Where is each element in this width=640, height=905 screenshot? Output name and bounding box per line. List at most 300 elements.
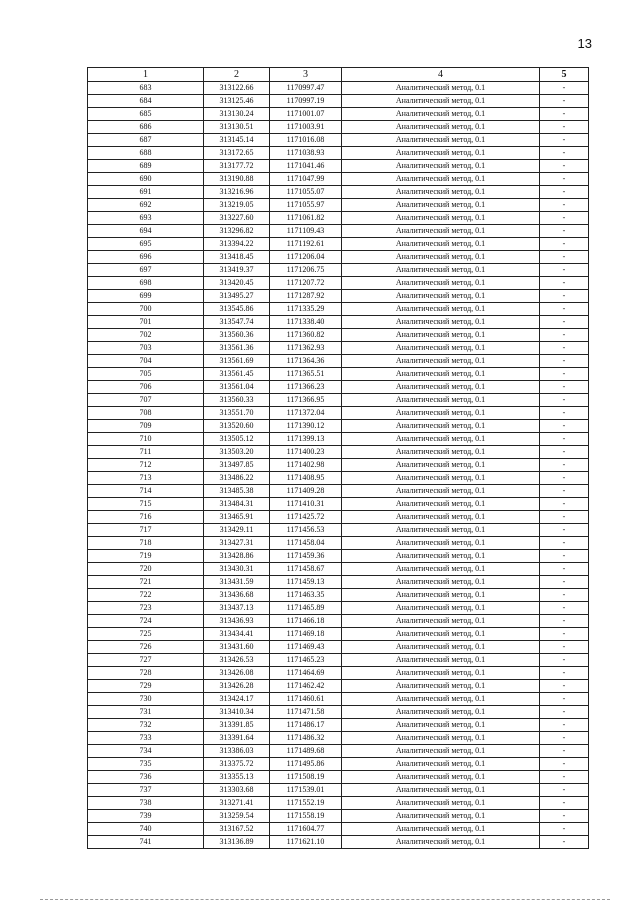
x-coordinate-cell: 313561.04: [204, 381, 270, 394]
col5-cell: -: [540, 108, 589, 121]
col5-cell: -: [540, 732, 589, 745]
col5-cell: -: [540, 745, 589, 758]
point-number-cell: 709: [88, 420, 204, 433]
point-number-cell: 714: [88, 485, 204, 498]
x-coordinate-cell: 313426.08: [204, 667, 270, 680]
method-cell: Аналитический метод, 0.1: [342, 420, 540, 433]
y-coordinate-cell: 1171456.53: [270, 524, 342, 537]
header-col-point-number: 1: [88, 68, 204, 82]
col5-cell: -: [540, 654, 589, 667]
point-number-cell: 685: [88, 108, 204, 121]
x-coordinate-cell: 313355.13: [204, 771, 270, 784]
method-cell: Аналитический метод, 0.1: [342, 459, 540, 472]
col5-cell: -: [540, 238, 589, 251]
header-row: [88, 68, 589, 82]
method-cell: Аналитический метод, 0.1: [342, 797, 540, 810]
y-coordinate-cell: 1171038.93: [270, 147, 342, 160]
x-coordinate-cell: 313429.11: [204, 524, 270, 537]
method-cell: Аналитический метод, 0.1: [342, 550, 540, 563]
x-coordinate-cell: 313219.05: [204, 199, 270, 212]
point-number-cell: 718: [88, 537, 204, 550]
x-coordinate-cell: 313122.66: [204, 82, 270, 95]
point-number-cell: 736: [88, 771, 204, 784]
x-coordinate-cell: 313431.60: [204, 641, 270, 654]
col5-cell: -: [540, 433, 589, 446]
col5-cell: -: [540, 186, 589, 199]
col5-cell: -: [540, 134, 589, 147]
method-cell: Аналитический метод, 0.1: [342, 680, 540, 693]
method-cell: Аналитический метод, 0.1: [342, 836, 540, 849]
table-row: [88, 277, 589, 290]
x-coordinate-cell: 313426.53: [204, 654, 270, 667]
table-row: [88, 433, 589, 446]
col5-cell: -: [540, 641, 589, 654]
method-cell: Аналитический метод, 0.1: [342, 576, 540, 589]
point-number-cell: 721: [88, 576, 204, 589]
x-coordinate-cell: 313216.96: [204, 186, 270, 199]
point-number-cell: 724: [88, 615, 204, 628]
col5-cell: -: [540, 550, 589, 563]
point-number-cell: 692: [88, 199, 204, 212]
y-coordinate-cell: 1170997.19: [270, 95, 342, 108]
x-coordinate-cell: 313561.45: [204, 368, 270, 381]
y-coordinate-cell: 1171508.19: [270, 771, 342, 784]
col5-cell: -: [540, 199, 589, 212]
table-body: [88, 82, 589, 849]
point-number-cell: 720: [88, 563, 204, 576]
method-cell: Аналитический метод, 0.1: [342, 498, 540, 511]
x-coordinate-cell: 313495.27: [204, 290, 270, 303]
table-row: [88, 134, 589, 147]
y-coordinate-cell: 1171335.29: [270, 303, 342, 316]
point-number-cell: 694: [88, 225, 204, 238]
col5-cell: -: [540, 225, 589, 238]
method-cell: Аналитический метод, 0.1: [342, 719, 540, 732]
method-cell: Аналитический метод, 0.1: [342, 251, 540, 264]
point-number-cell: 695: [88, 238, 204, 251]
table-row: [88, 95, 589, 108]
col5-cell: -: [540, 706, 589, 719]
col5-cell: -: [540, 615, 589, 628]
method-cell: Аналитический метод, 0.1: [342, 121, 540, 134]
col5-cell: -: [540, 329, 589, 342]
x-coordinate-cell: 313386.03: [204, 745, 270, 758]
table-row: [88, 732, 589, 745]
x-coordinate-cell: 313167.52: [204, 823, 270, 836]
table-row: [88, 420, 589, 433]
x-coordinate-cell: 313520.60: [204, 420, 270, 433]
y-coordinate-cell: 1171047.99: [270, 173, 342, 186]
col5-cell: -: [540, 147, 589, 160]
col5-cell: -: [540, 680, 589, 693]
col5-cell: -: [540, 485, 589, 498]
bottom-dashed-rule: [40, 899, 610, 900]
x-coordinate-cell: 313560.36: [204, 329, 270, 342]
point-number-cell: 735: [88, 758, 204, 771]
y-coordinate-cell: 1171365.51: [270, 368, 342, 381]
header-col-5: 5: [540, 68, 589, 82]
table-row: [88, 524, 589, 537]
col5-cell: -: [540, 303, 589, 316]
col5-cell: -: [540, 173, 589, 186]
x-coordinate-cell: 313505.12: [204, 433, 270, 446]
point-number-cell: 708: [88, 407, 204, 420]
method-cell: Аналитический метод, 0.1: [342, 823, 540, 836]
col5-cell: -: [540, 563, 589, 576]
col5-cell: -: [540, 784, 589, 797]
method-cell: Аналитический метод, 0.1: [342, 732, 540, 745]
method-cell: Аналитический метод, 0.1: [342, 537, 540, 550]
y-coordinate-cell: 1171338.40: [270, 316, 342, 329]
y-coordinate-cell: 1171425.72: [270, 511, 342, 524]
table-row: [88, 251, 589, 264]
y-coordinate-cell: 1171462.42: [270, 680, 342, 693]
col5-cell: -: [540, 368, 589, 381]
table-row: [88, 381, 589, 394]
y-coordinate-cell: 1171539.01: [270, 784, 342, 797]
point-number-cell: 729: [88, 680, 204, 693]
col5-cell: -: [540, 82, 589, 95]
x-coordinate-cell: 313418.45: [204, 251, 270, 264]
point-number-cell: 712: [88, 459, 204, 472]
method-cell: Аналитический метод, 0.1: [342, 485, 540, 498]
x-coordinate-cell: 313136.89: [204, 836, 270, 849]
col5-cell: -: [540, 693, 589, 706]
y-coordinate-cell: 1171458.67: [270, 563, 342, 576]
y-coordinate-cell: 1171458.04: [270, 537, 342, 550]
table-row: [88, 654, 589, 667]
table-row: [88, 810, 589, 823]
y-coordinate-cell: 1171604.77: [270, 823, 342, 836]
point-number-cell: 733: [88, 732, 204, 745]
col5-cell: -: [540, 355, 589, 368]
point-number-cell: 696: [88, 251, 204, 264]
method-cell: Аналитический метод, 0.1: [342, 147, 540, 160]
point-number-cell: 690: [88, 173, 204, 186]
y-coordinate-cell: 1171471.58: [270, 706, 342, 719]
y-coordinate-cell: 1171463.35: [270, 589, 342, 602]
y-coordinate-cell: 1171366.95: [270, 394, 342, 407]
y-coordinate-cell: 1171408.95: [270, 472, 342, 485]
point-number-cell: 740: [88, 823, 204, 836]
point-number-cell: 702: [88, 329, 204, 342]
y-coordinate-cell: 1171366.23: [270, 381, 342, 394]
x-coordinate-cell: 313190.88: [204, 173, 270, 186]
method-cell: Аналитический метод, 0.1: [342, 706, 540, 719]
x-coordinate-cell: 313465.91: [204, 511, 270, 524]
y-coordinate-cell: 1171466.18: [270, 615, 342, 628]
point-number-cell: 734: [88, 745, 204, 758]
col5-cell: -: [540, 511, 589, 524]
table-row: [88, 576, 589, 589]
y-coordinate-cell: 1171041.46: [270, 160, 342, 173]
table-row: [88, 823, 589, 836]
method-cell: Аналитический метод, 0.1: [342, 342, 540, 355]
table-row: [88, 446, 589, 459]
point-number-cell: 698: [88, 277, 204, 290]
point-number-cell: 688: [88, 147, 204, 160]
y-coordinate-cell: 1171287.92: [270, 290, 342, 303]
table-row: [88, 680, 589, 693]
method-cell: Аналитический метод, 0.1: [342, 173, 540, 186]
y-coordinate-cell: 1171460.61: [270, 693, 342, 706]
method-cell: Аналитический метод, 0.1: [342, 446, 540, 459]
point-number-cell: 687: [88, 134, 204, 147]
method-cell: Аналитический метод, 0.1: [342, 472, 540, 485]
method-cell: Аналитический метод, 0.1: [342, 433, 540, 446]
y-coordinate-cell: 1171372.04: [270, 407, 342, 420]
table-row: [88, 407, 589, 420]
x-coordinate-cell: 313436.93: [204, 615, 270, 628]
method-cell: Аналитический метод, 0.1: [342, 134, 540, 147]
x-coordinate-cell: 313125.46: [204, 95, 270, 108]
point-number-cell: 686: [88, 121, 204, 134]
point-number-cell: 730: [88, 693, 204, 706]
table-row: [88, 225, 589, 238]
table-row: [88, 485, 589, 498]
point-number-cell: 699: [88, 290, 204, 303]
point-number-cell: 723: [88, 602, 204, 615]
col5-cell: -: [540, 420, 589, 433]
method-cell: Аналитический метод, 0.1: [342, 615, 540, 628]
x-coordinate-cell: 313547.74: [204, 316, 270, 329]
method-cell: Аналитический метод, 0.1: [342, 628, 540, 641]
method-cell: Аналитический метод, 0.1: [342, 602, 540, 615]
table-row: [88, 784, 589, 797]
y-coordinate-cell: 1171558.19: [270, 810, 342, 823]
y-coordinate-cell: 1171001.07: [270, 108, 342, 121]
y-coordinate-cell: 1171003.91: [270, 121, 342, 134]
method-cell: Аналитический метод, 0.1: [342, 368, 540, 381]
y-coordinate-cell: 1171621.10: [270, 836, 342, 849]
col5-cell: -: [540, 836, 589, 849]
method-cell: Аналитический метод, 0.1: [342, 160, 540, 173]
table-row: [88, 602, 589, 615]
x-coordinate-cell: 313130.24: [204, 108, 270, 121]
method-cell: Аналитический метод, 0.1: [342, 810, 540, 823]
method-cell: Аналитический метод, 0.1: [342, 277, 540, 290]
method-cell: Аналитический метод, 0.1: [342, 511, 540, 524]
point-number-cell: 726: [88, 641, 204, 654]
point-number-cell: 693: [88, 212, 204, 225]
table-row: [88, 641, 589, 654]
y-coordinate-cell: 1171206.75: [270, 264, 342, 277]
y-coordinate-cell: 1171459.36: [270, 550, 342, 563]
y-coordinate-cell: 1171016.08: [270, 134, 342, 147]
method-cell: Аналитический метод, 0.1: [342, 82, 540, 95]
method-cell: Аналитический метод, 0.1: [342, 381, 540, 394]
col5-cell: -: [540, 316, 589, 329]
x-coordinate-cell: 313259.54: [204, 810, 270, 823]
col5-cell: -: [540, 160, 589, 173]
point-number-cell: 738: [88, 797, 204, 810]
table-row: [88, 108, 589, 121]
y-coordinate-cell: 1171390.12: [270, 420, 342, 433]
col5-cell: -: [540, 810, 589, 823]
point-number-cell: 722: [88, 589, 204, 602]
y-coordinate-cell: 1171400.23: [270, 446, 342, 459]
col5-cell: -: [540, 771, 589, 784]
point-number-cell: 728: [88, 667, 204, 680]
table-row: [88, 667, 589, 680]
y-coordinate-cell: 1171362.93: [270, 342, 342, 355]
x-coordinate-cell: 313561.36: [204, 342, 270, 355]
table-row: [88, 329, 589, 342]
method-cell: Аналитический метод, 0.1: [342, 225, 540, 238]
method-cell: Аналитический метод, 0.1: [342, 745, 540, 758]
point-number-cell: 711: [88, 446, 204, 459]
y-coordinate-cell: 1171464.69: [270, 667, 342, 680]
table-row: [88, 290, 589, 303]
table-row: [88, 836, 589, 849]
x-coordinate-cell: 313485.38: [204, 485, 270, 498]
table-row: [88, 706, 589, 719]
point-number-cell: 731: [88, 706, 204, 719]
x-coordinate-cell: 313560.33: [204, 394, 270, 407]
col5-cell: -: [540, 121, 589, 134]
x-coordinate-cell: 313428.86: [204, 550, 270, 563]
x-coordinate-cell: 313430.31: [204, 563, 270, 576]
point-number-cell: 706: [88, 381, 204, 394]
col5-cell: -: [540, 576, 589, 589]
point-number-cell: 707: [88, 394, 204, 407]
y-coordinate-cell: 1171192.61: [270, 238, 342, 251]
table-row: [88, 537, 589, 550]
col5-cell: -: [540, 446, 589, 459]
point-number-cell: 710: [88, 433, 204, 446]
table-row: [88, 719, 589, 732]
y-coordinate-cell: 1171410.31: [270, 498, 342, 511]
method-cell: Аналитический метод, 0.1: [342, 589, 540, 602]
y-coordinate-cell: 1171399.13: [270, 433, 342, 446]
y-coordinate-cell: 1171465.89: [270, 602, 342, 615]
y-coordinate-cell: 1171207.72: [270, 277, 342, 290]
col5-cell: -: [540, 407, 589, 420]
method-cell: Аналитический метод, 0.1: [342, 641, 540, 654]
table-row: [88, 160, 589, 173]
table-row: [88, 563, 589, 576]
col5-cell: -: [540, 719, 589, 732]
point-number-cell: 732: [88, 719, 204, 732]
point-number-cell: 739: [88, 810, 204, 823]
point-number-cell: 716: [88, 511, 204, 524]
table-row: [88, 342, 589, 355]
x-coordinate-cell: 313420.45: [204, 277, 270, 290]
method-cell: Аналитический метод, 0.1: [342, 199, 540, 212]
x-coordinate-cell: 313394.22: [204, 238, 270, 251]
x-coordinate-cell: 313545.86: [204, 303, 270, 316]
table-row: [88, 771, 589, 784]
y-coordinate-cell: 1171469.18: [270, 628, 342, 641]
point-number-cell: 741: [88, 836, 204, 849]
col5-cell: -: [540, 667, 589, 680]
x-coordinate-cell: 313172.65: [204, 147, 270, 160]
x-coordinate-cell: 313503.20: [204, 446, 270, 459]
point-number-cell: 683: [88, 82, 204, 95]
x-coordinate-cell: 313551.70: [204, 407, 270, 420]
col5-cell: -: [540, 95, 589, 108]
col5-cell: -: [540, 823, 589, 836]
x-coordinate-cell: 313227.60: [204, 212, 270, 225]
header-col-x: 2: [204, 68, 270, 82]
col5-cell: -: [540, 498, 589, 511]
table-header: [88, 68, 589, 82]
method-cell: Аналитический метод, 0.1: [342, 667, 540, 680]
table-row: [88, 797, 589, 810]
x-coordinate-cell: 313145.14: [204, 134, 270, 147]
table-row: [88, 628, 589, 641]
method-cell: Аналитический метод, 0.1: [342, 329, 540, 342]
table-row: [88, 82, 589, 95]
x-coordinate-cell: 313436.68: [204, 589, 270, 602]
x-coordinate-cell: 313303.68: [204, 784, 270, 797]
y-coordinate-cell: 1171364.36: [270, 355, 342, 368]
point-number-cell: 689: [88, 160, 204, 173]
col5-cell: -: [540, 589, 589, 602]
col5-cell: -: [540, 342, 589, 355]
x-coordinate-cell: 313271.41: [204, 797, 270, 810]
coordinates-table: [87, 67, 589, 849]
method-cell: Аналитический метод, 0.1: [342, 264, 540, 277]
point-number-cell: 704: [88, 355, 204, 368]
table-row: [88, 745, 589, 758]
x-coordinate-cell: 313426.28: [204, 680, 270, 693]
y-coordinate-cell: 1170997.47: [270, 82, 342, 95]
method-cell: Аналитический метод, 0.1: [342, 394, 540, 407]
point-number-cell: 715: [88, 498, 204, 511]
point-number-cell: 705: [88, 368, 204, 381]
x-coordinate-cell: 313486.22: [204, 472, 270, 485]
x-coordinate-cell: 313296.82: [204, 225, 270, 238]
col5-cell: -: [540, 290, 589, 303]
method-cell: Аналитический метод, 0.1: [342, 784, 540, 797]
x-coordinate-cell: 313561.69: [204, 355, 270, 368]
point-number-cell: 719: [88, 550, 204, 563]
y-coordinate-cell: 1171469.43: [270, 641, 342, 654]
y-coordinate-cell: 1171055.07: [270, 186, 342, 199]
method-cell: Аналитический метод, 0.1: [342, 693, 540, 706]
point-number-cell: 700: [88, 303, 204, 316]
table-row: [88, 121, 589, 134]
col5-cell: -: [540, 537, 589, 550]
x-coordinate-cell: 313497.85: [204, 459, 270, 472]
table-row: [88, 589, 589, 602]
y-coordinate-cell: 1171552.19: [270, 797, 342, 810]
x-coordinate-cell: 313434.41: [204, 628, 270, 641]
y-coordinate-cell: 1171206.04: [270, 251, 342, 264]
table-row: [88, 147, 589, 160]
point-number-cell: 697: [88, 264, 204, 277]
y-coordinate-cell: 1171459.13: [270, 576, 342, 589]
table-row: [88, 550, 589, 563]
table-row: [88, 212, 589, 225]
method-cell: Аналитический метод, 0.1: [342, 563, 540, 576]
col5-cell: -: [540, 628, 589, 641]
table-row: [88, 186, 589, 199]
point-number-cell: 717: [88, 524, 204, 537]
table-row: [88, 758, 589, 771]
x-coordinate-cell: 313391.85: [204, 719, 270, 732]
table-row: [88, 316, 589, 329]
col5-cell: -: [540, 277, 589, 290]
col5-cell: -: [540, 524, 589, 537]
method-cell: Аналитический метод, 0.1: [342, 355, 540, 368]
x-coordinate-cell: 313431.59: [204, 576, 270, 589]
point-number-cell: 703: [88, 342, 204, 355]
method-cell: Аналитический метод, 0.1: [342, 758, 540, 771]
table-row: [88, 368, 589, 381]
method-cell: Аналитический метод, 0.1: [342, 303, 540, 316]
